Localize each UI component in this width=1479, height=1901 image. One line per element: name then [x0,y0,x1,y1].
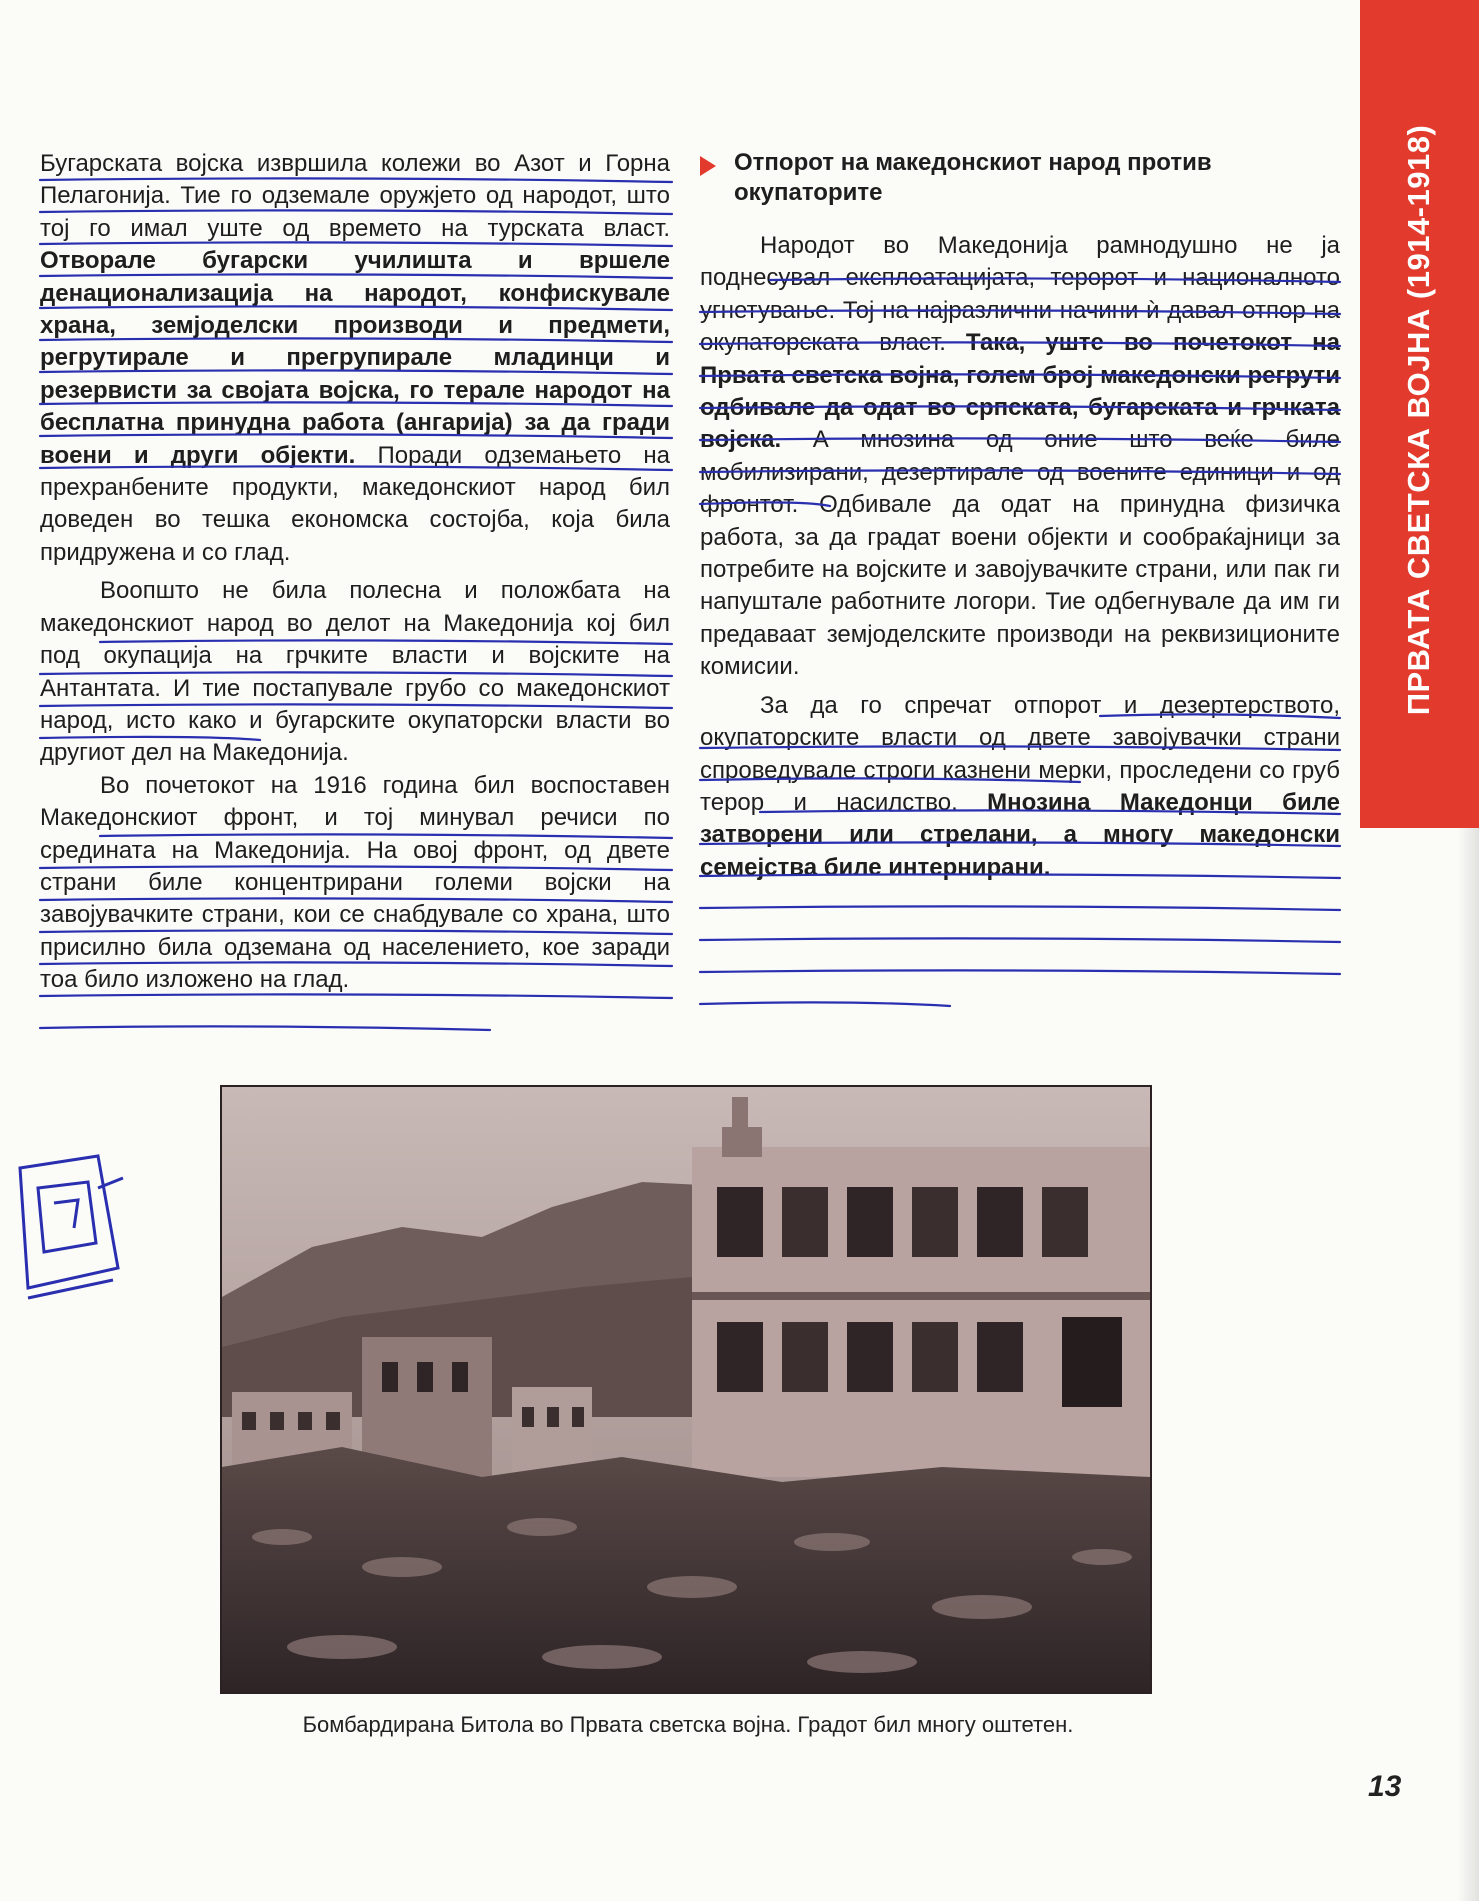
page-number: 13 [1368,1770,1402,1803]
bitola-ruins-photo [220,1085,1152,1694]
chapter-title: ПРВАТА СВЕТСКА ВОЈНА (1914-1918) [1401,124,1436,716]
right-p1-bold-text: Така, уште во почетокот на Првата светска војна, голем број македонски регрути одбивале да одат во српската, бугарската и грчката војска. [700,329,1340,454]
chapter-side-banner [1360,0,1479,828]
triangle-bullet-icon [700,156,716,176]
section-heading-text: Отпорот на македонскиот народ против окупаторите [734,149,1212,206]
left-paragraph-2: Воопшто не била полесна и положбата на македонскиот народ во делот на Македонија кој бил под окупација на грчките власти и војските на Антантата. И тие постапувале грубо со македонскиот народ, исто како и бугарските окупаторски власти во другиот дел на Македонија. [40,577,670,767]
left-p1-end-text: Поради одземањето на прехранбените продукти, македонскиот народ бил доведен во тешка економска состојба, која била придружена и со глад. [40,441,670,566]
photo-caption: Бомбардирана Битола во Првата светска војна. Градот бил многу оштетен. [302,1712,1074,1737]
right-p2-text: За да го спречат отпорот и дезертерството, окупаторските власти од двете завојувачки страни спроведувале строги казнени мерки, проследени со груб терор и насилство. [700,691,1340,816]
right-p2-bold-text: Мнозина Македонци биле затворени или стрелани, а многу македонски семејства биле интернирани. [700,788,1340,881]
right-p1-text: Народот во Македонија рамнодушно не ја поднесувал експлоатацијата, теророт и националното угнетување. Тој на најразлични начини ѝ давал отпор на окупаторската власт. [700,232,1340,357]
left-text-column [40,148,670,997]
right-paragraph-2 [700,690,1340,884]
left-p1-text: Бугарската војска извршила колежи во Азот и Горна Пелагонија. Тие го одземале оружјето од народот, што тој го имал уште од времето на турската власт. [40,150,670,242]
right-p1-end-text: А мнозина од оние што веќе биле мобилизирани, дезертирале од воените единици и од фронтот. Одбивале да одат на принудна физичка работа, за да градат воени објекти и сообраќајници за потребите на војските и завојувачките страни, или пак ги напуштале работните логори. Тие одбегнувале да им ги предаваат земјоделските производи на реквизиционите комисии. [700,426,1340,681]
left-paragraph-3: Во почетокот на 1916 година бил воспоставен Македонскиот фронт, и тој минувал речиси по средината на Македонија. На овој фронт, од двете страни биле концентрирани големи војски на завојувачките страни, кои се снабдувале со храна, што присилно била одземана од населението, кое заради тоа било изложено на глад. [40,771,670,994]
section-heading [700,148,1340,208]
pen-doodle-icon [8,1148,128,1308]
right-paragraph-1 [700,230,1340,684]
left-paragraph-1 [40,148,670,569]
left-p1-bold-text: Отворале бугарски училишта и вршеле денационализација на народот, конфискувале храна, земјоделски производи и предмети, регрутирале и прегрупирале младинци и резервисти за својата војска, го терале народот на бесплатна принудна работа (ангарија) за да гради воени и други објекти. [40,247,670,469]
right-text-column [700,148,1340,884]
